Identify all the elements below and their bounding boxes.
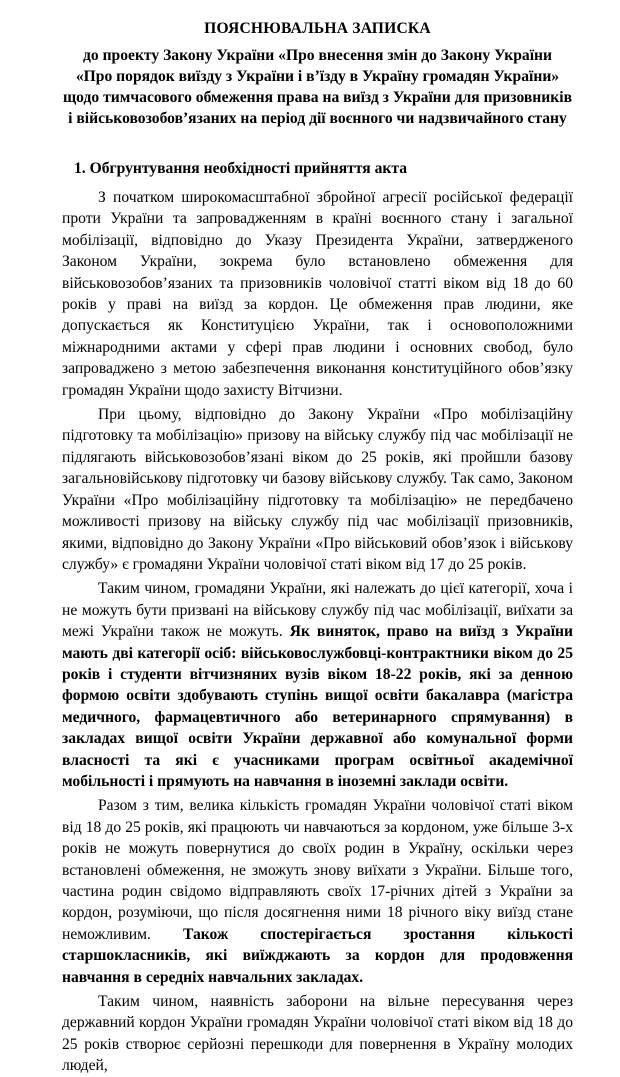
document-subtitle-line-4: і військовозобов’язаних на період дії воєнного чи надзвичайного стану — [68, 110, 567, 127]
document-subtitle-line-2: «Про порядок виїзду з України і в’їзду в Україну громадян України» — [75, 68, 560, 85]
paragraph-3-bold-text: Як виняток, право на виїзд з України мають дві категорії осіб: військовослужбовці-контрактники віком до 25 років і студенти вітчизняних вузів віком 18-22 років, які за денною формою освіти здобувають ступінь вищої освіти бакалавра (магістра медичного, фармацевтичного або ветеринарного спрямування) в закладах вищої освіти України державної або комунальної форми власності та які є учасниками програм освітньої академічної мобільності і прямують на навчання в іноземні заклади освіти. — [62, 623, 573, 790]
document-subtitle-line-1: до проекту Закону України «Про внесення змін до Закону України — [82, 47, 552, 64]
paragraph-3-text: Таким чином, громадяни України, які належать до цієї категорії, хоча і не можуть бути призвані на військову службу під час мобілізації, виїхати за межі України також не можуть. — [62, 580, 573, 641]
paragraph-5-text: Таким чином, наявність заборони на вільне пересування через державний кордон України громадян України чоловічої статі віком від 18 до 25 років створює серйозні перешкоди для повернення в Україну молодих людей, — [62, 993, 573, 1075]
document-subtitle-line-3: щодо тимчасового обмеження права на виїзд з України для призовників — [62, 89, 572, 106]
section-heading: 1. Обгрунтування необхідності прийняття акта — [74, 160, 408, 177]
document-title: ПОЯСНЮВАЛЬНА ЗАПИСКА — [204, 20, 431, 37]
paragraph-4-bold-text: Також спостерігається зростання кількості старшокласників, які виїжджають за кордон для продовження навчання в середніх навчальних закладах. — [62, 925, 573, 986]
paragraph-2-text: При цьому, відповідно до Закону України «Про мобілізаційну підготовку та мобілізацію» призову на війську службу під час мобілізації не підлягають військовозобов’язані віком до 25 років, які пройшли базову загальновійськову підготовку чи базову військову службу. Так само, Законом України «Про мобілізаційну підготовку та мобілізацію» не передбачено можливості призову на війську службу під час мобілізації призовників, якими, відповідно до Закону України «Про військовий обов’язок і військову службу» є громадяни України чоловічої статі віком від 17 до 25 років. — [62, 406, 573, 573]
paragraph-4 — [62, 795, 573, 988]
paragraph-1 — [62, 187, 573, 401]
paragraph-5 — [62, 991, 573, 1077]
paragraph-2 — [62, 404, 573, 575]
paragraph-4-text: Разом з тим, велика кількість громадян України чоловічої статі віком від 18 до 25 років, які працюють чи навчаються за кордоном, уже більше 3-х років не можуть повернутися до своїх родин в Україну, оскільки через встановлені обмеження, не зможуть знову виїхати з України. Більше того, частина родин свідомо відправляють своїх 17-річних дітей з України за кордон, розуміючи, що після досягнення ними 18 річного віку виїзд стане неможливим. — [62, 797, 573, 943]
paragraph-1-text: З початком широкомасштабної збройної агресії російської федерації проти України та запровадженням в країні воєнного стану і загальної мобілізації, відповідно до Указу Президента України, затвердженого Законом України, зокрема було встановлено обмеження для військовозобов’язаних та призовників чоловічої статті віком від 18 до 60 років у праві на виїзд за кордон. Це обмеження прав людини, яке допускається як Конституцією України, так і основоположними міжнародними актами у сфері прав людини і основних свобод, було запроваджено з метою забезпечення виконання конституційного обов’язку громадян України щодо захисту Вітчизни. — [62, 189, 573, 399]
paragraph-3 — [62, 578, 573, 792]
